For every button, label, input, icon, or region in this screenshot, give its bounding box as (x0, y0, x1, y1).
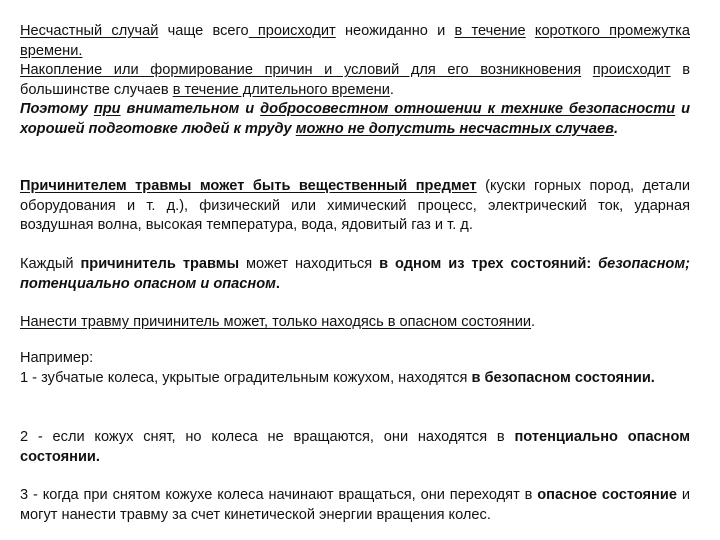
text-span: в одном из трех состояний: (379, 256, 592, 272)
text-span: потенциально опасном состоянии. (20, 429, 691, 465)
text-span: Нанести травму причинитель может, только находясь в опасном состоянии (20, 314, 532, 330)
text-span: внимательном и (120, 101, 261, 117)
paragraph-injury-agent (20, 177, 690, 236)
paragraph-example-1 (20, 369, 690, 389)
paragraph-three-states (20, 255, 690, 294)
paragraph-prevention (20, 100, 690, 139)
text-span (526, 23, 535, 39)
text-span: Например: (20, 350, 94, 366)
text-span: чаще всего (158, 23, 249, 39)
text-span: Поэтому (20, 101, 94, 117)
text-span: 3 - когда при снятом кожухе колеса начинают вращаться, они переходят в (20, 487, 538, 503)
text-span: при (93, 101, 121, 117)
text-span: в течение длительного времени (172, 81, 390, 98)
text-span: происходит (248, 23, 336, 39)
text-span: . (275, 275, 280, 292)
text-span: Причинителем травмы может быть вещественный предмет (20, 178, 477, 194)
text-span: . (531, 314, 536, 330)
text-span: и хорошей подготовке людей к труду (20, 101, 690, 137)
text-span: может находиться (239, 256, 380, 272)
text-span: и могут нанести травму за счет кинетической энергии вращения колес. (20, 487, 690, 523)
text-span: опасное состояние (537, 487, 677, 503)
text-span: 2 - если кожух снят, но колеса не вращаются, они находятся в (20, 429, 515, 445)
text-span: в большинстве случаев (20, 62, 690, 98)
text-span: . (613, 120, 618, 137)
text-span (581, 62, 593, 78)
text-span: можно не допустить несчастных случаев (295, 120, 614, 137)
paragraph-dangerous-state (20, 313, 690, 333)
text-span: происходит (592, 62, 671, 78)
text-span: (куски горных пород, детали оборудования и т. д.), физический или химический процесс, электрический ток, ударная воздушная волна, высокая температура, вода, ядовитый газ и т. д. (20, 178, 690, 234)
text-span: Несчастный случай (20, 23, 159, 39)
text-span: причинитель травмы (80, 256, 240, 272)
paragraph-example-2 (20, 428, 690, 467)
paragraph-cause-accumulation (20, 61, 690, 100)
text-span: безопасном; потенциально опасном и опасном (20, 256, 690, 292)
paragraph-example-heading (20, 349, 690, 369)
text-span: в безопасном состоянии. (471, 370, 655, 386)
text-span: Каждый (20, 256, 81, 272)
text-span: короткого промежутка времени. (20, 23, 691, 59)
text-span: в течение (454, 23, 526, 39)
text-span: добросовестном отношении к технике безопасности (260, 101, 676, 117)
paragraph-example-3 (20, 486, 690, 525)
text-span: Накопление или формирование причин и условий для его возникновения (20, 62, 582, 78)
text-span: 1 - зубчатые колеса, укрытые оградительным кожухом, находятся (20, 370, 472, 386)
paragraph-accident-suddenness (20, 22, 690, 61)
text-span: . (389, 81, 394, 98)
text-span: неожиданно и (335, 23, 455, 39)
